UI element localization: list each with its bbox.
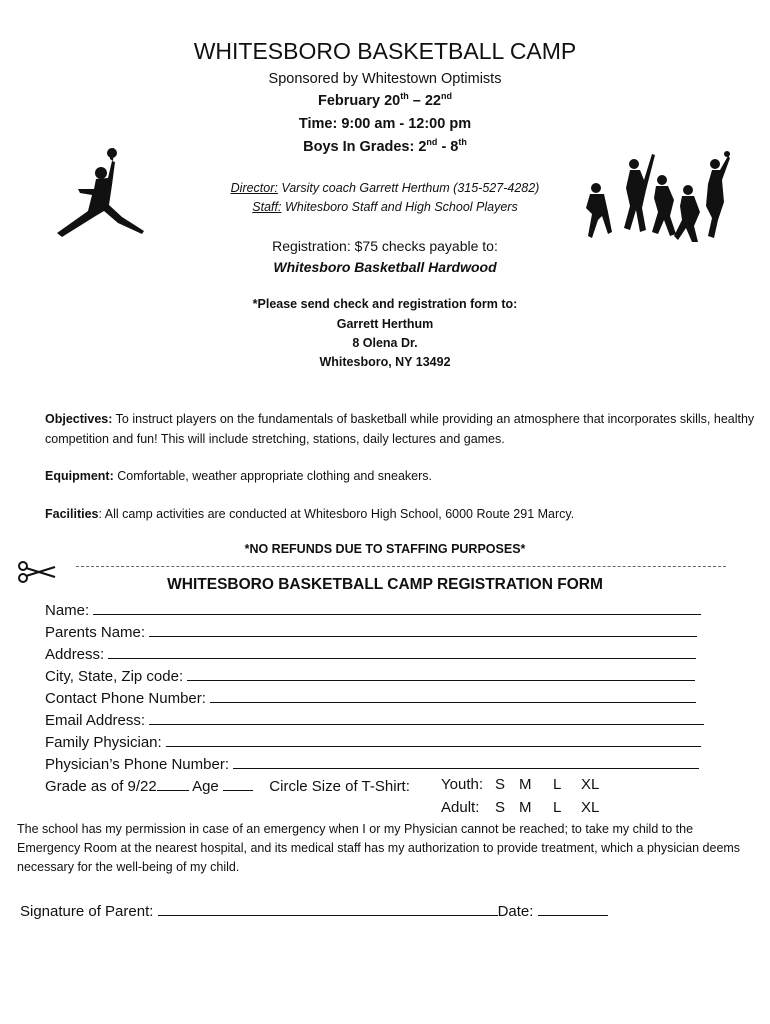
adult-sizes-row: Adult: S M L XL [441,799,600,816]
no-refunds-note: *NO REFUNDS DUE TO STAFFING PURPOSES* [244,542,526,556]
address-name: Garrett Herthum [336,317,434,331]
payable-to: Whitesboro Basketball Hardwood [273,259,497,275]
physician-phone-field[interactable]: Physician’s Phone Number: [45,754,699,773]
signature-input[interactable] [158,901,498,916]
adult-size-l[interactable]: L [553,799,562,816]
adult-size-xl[interactable]: XL [581,799,600,816]
email-field[interactable]: Email Address: [45,710,704,729]
emergency-consent: The school has my permission in case of an emergency when I or my Physician cannot be reached; to take my child to the Emergency Room at the nearest hospital, and its medical staff has my authorization to provide treatment, which a physician deems necessary for the well-being of my child. [17,822,741,874]
date-input[interactable] [538,901,608,916]
cut-line [76,566,726,567]
camp-time: Time: 9:00 am - 12:00 pm [298,116,472,132]
youth-sizes-row: Youth: S M L XL [441,776,600,793]
grade-input[interactable] [157,776,189,791]
city-state-zip-field[interactable]: City, State, Zip code: [45,666,695,685]
director-line: Director: Varsity coach Garrett Herthum (315-527-4282) [230,181,540,195]
youth-size-l[interactable]: L [553,776,562,793]
basketball-players-silhouette-icon [582,150,732,246]
objectives-paragraph: Objectives: To instruct players on the fundamentals of basketball while providing an atmosphere that incorporates skills, healthy competition and fun! This will include stretching, stations, daily lectures and games. [45,412,755,446]
grade-age-shirt-row: Grade as of 9/22 Age Circle Size of T-Shirt: [45,778,410,795]
family-physician-field[interactable]: Family Physician: [45,732,701,751]
address-field[interactable]: Address: [45,644,696,663]
youth-size-s[interactable]: S [495,776,506,793]
address-city: Whitesboro, NY 13492 [319,355,451,369]
contact-phone-field[interactable]: Contact Phone Number: [45,688,696,707]
camp-dates: February 20th – 22nd [318,91,452,109]
staff-line: Staff: Whitesboro Staff and High School Players [252,200,518,214]
camp-grades: Boys In Grades: 2nd - 8th [303,137,467,155]
form-title: WHITESBORO BASKETBALL CAMP REGISTRATION FORM [167,576,603,593]
address-street: 8 Olena Dr. [352,336,418,350]
shirt-size-label: Circle Size of T-Shirt: [269,778,410,795]
youth-size-m[interactable]: M [519,776,532,793]
equipment-paragraph: Equipment: Comfortable, weather appropriate clothing and sneakers. [45,469,432,483]
parents-name-field[interactable]: Parents Name: [45,622,697,641]
send-to-note: *Please send check and registration form to: [252,297,518,311]
name-field[interactable]: Name: [45,600,701,619]
facilities-paragraph: Facilities: All camp activities are conducted at Whitesboro High School, 6000 Route 291 Marcy. [45,507,575,521]
adult-size-s[interactable]: S [495,799,506,816]
page-title: WHITESBORO BASKETBALL CAMP [193,38,577,64]
sponsor-line: Sponsored by Whitestown Optimists [268,71,502,87]
youth-size-xl[interactable]: XL [581,776,600,793]
adult-size-m[interactable]: M [519,799,532,816]
signature-row: Signature of Parent: Date: [20,901,608,920]
age-input[interactable] [223,776,253,791]
registration-fee: Registration: $75 checks payable to: [272,238,498,254]
